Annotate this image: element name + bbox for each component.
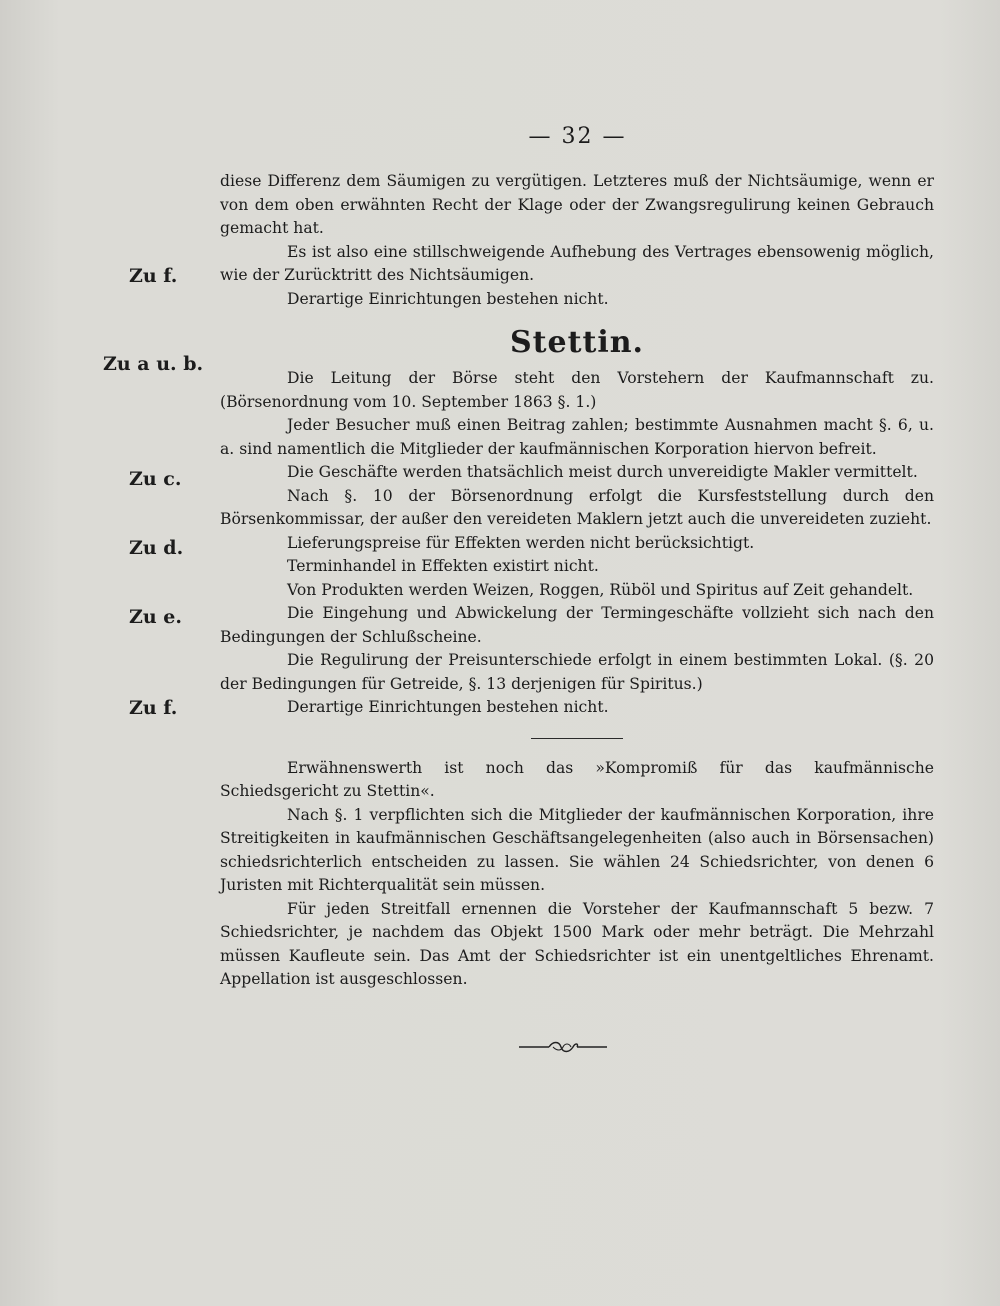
ornament-flourish	[517, 1040, 609, 1054]
paragraph: Nach §. 1 verpflichten sich die Mitglieder der kaufmännischen Korporation, ihre Streitigkeiten in kaufmännischen Geschäftsangelegenheiten (also auch in Börsensachen) schiedsrichterlich entscheiden zu lassen. Sie wählen 24 Schiedsrichter, von denen 6 Juristen mit Richterqualität sein müssen.	[220, 805, 934, 894]
body-text	[220, 170, 934, 992]
paragraph: Terminhandel in Effekten existirt nicht.	[287, 557, 599, 575]
paragraph: Für jeden Streitfall ernennen die Vorsteher der Kaufmannschaft 5 bezw. 7 Schiedsrichter, je nachdem das Objekt 1500 Mark oder mehr beträgt. Die Mehrzahl müssen Kaufleute sein. Das Amt der Schiedsrichter ist ein unentgeltliches Ehrenamt. Appellation ist ausgeschlossen.	[220, 899, 934, 988]
paragraph: Derartige Einrichtungen bestehen nicht.	[287, 289, 609, 308]
paragraph: Nach §. 10 der Börsenordnung erfolgt die Kursfeststellung durch den Börsenkommissar, der außer den vereideten Maklern jetzt auch die unvereideten zuzieht.	[220, 486, 934, 528]
section-heading: Stettin.	[510, 325, 644, 360]
paragraph: Lieferungspreise für Effekten werden nicht berücksichtigt.	[287, 533, 755, 552]
paragraph: Jeder Besucher muß einen Beitrag zahlen; bestimmte Ausnahmen macht §. 6, u. a. sind namentlich die Mitglieder der kaufmännischen Korporation hiervon befreit.	[220, 416, 934, 458]
margin-label-zu-d: Zu d.	[129, 537, 184, 559]
margin-label-zu-f-2: Zu f.	[129, 697, 178, 719]
paragraph: Die Eingehung und Abwickelung der Termingeschäfte vollzieht sich nach den Bedingungen der Schlußscheine.	[220, 604, 934, 646]
paragraph: Von Produkten werden Weizen, Roggen, Rüböl und Spiritus auf Zeit gehandelt.	[287, 580, 914, 599]
paragraph: Es ist also eine stillschweigende Aufhebung des Vertrages ebensowenig möglich, wie der Zurücktritt des Nichtsäumigen.	[220, 242, 934, 284]
section-divider	[531, 738, 623, 739]
margin-label-zu-a-u-b: Zu a u. b.	[103, 353, 204, 375]
margin-label-zu-c: Zu c.	[129, 468, 182, 490]
paragraph: diese Differenz dem Säumigen zu vergütigen. Letzteres muß der Nichtsäumige, wenn er von dem oben erwähnten Recht der Klage oder der Zwangsregulirung keinen Gebrauch gemacht hat.	[220, 172, 934, 237]
paragraph: Die Leitung der Börse steht den Vorstehern der Kaufmannschaft zu. (Börsenordnung vom 10. September 1863 §. 1.)	[220, 369, 934, 411]
page-number: — 32 —	[528, 124, 627, 149]
margin-label-zu-e: Zu e.	[129, 606, 183, 628]
paragraph: Die Geschäfte werden thatsächlich meist durch unvereidigte Makler vermittelt.	[287, 463, 918, 481]
paragraph: Erwähnenswerth ist noch das »Kompromiß für das kaufmännische Schiedsgericht zu Stettin«.	[220, 758, 934, 800]
paragraph: Die Regulirung der Preisunterschiede erfolgt in einem bestimmten Lokal. (§. 20 der Bedingungen für Getreide, §. 13 derjenigen für Spiritus.)	[220, 651, 934, 693]
margin-label-zu-f: Zu f.	[129, 265, 178, 287]
paragraph: Derartige Einrichtungen bestehen nicht.	[287, 698, 609, 716]
